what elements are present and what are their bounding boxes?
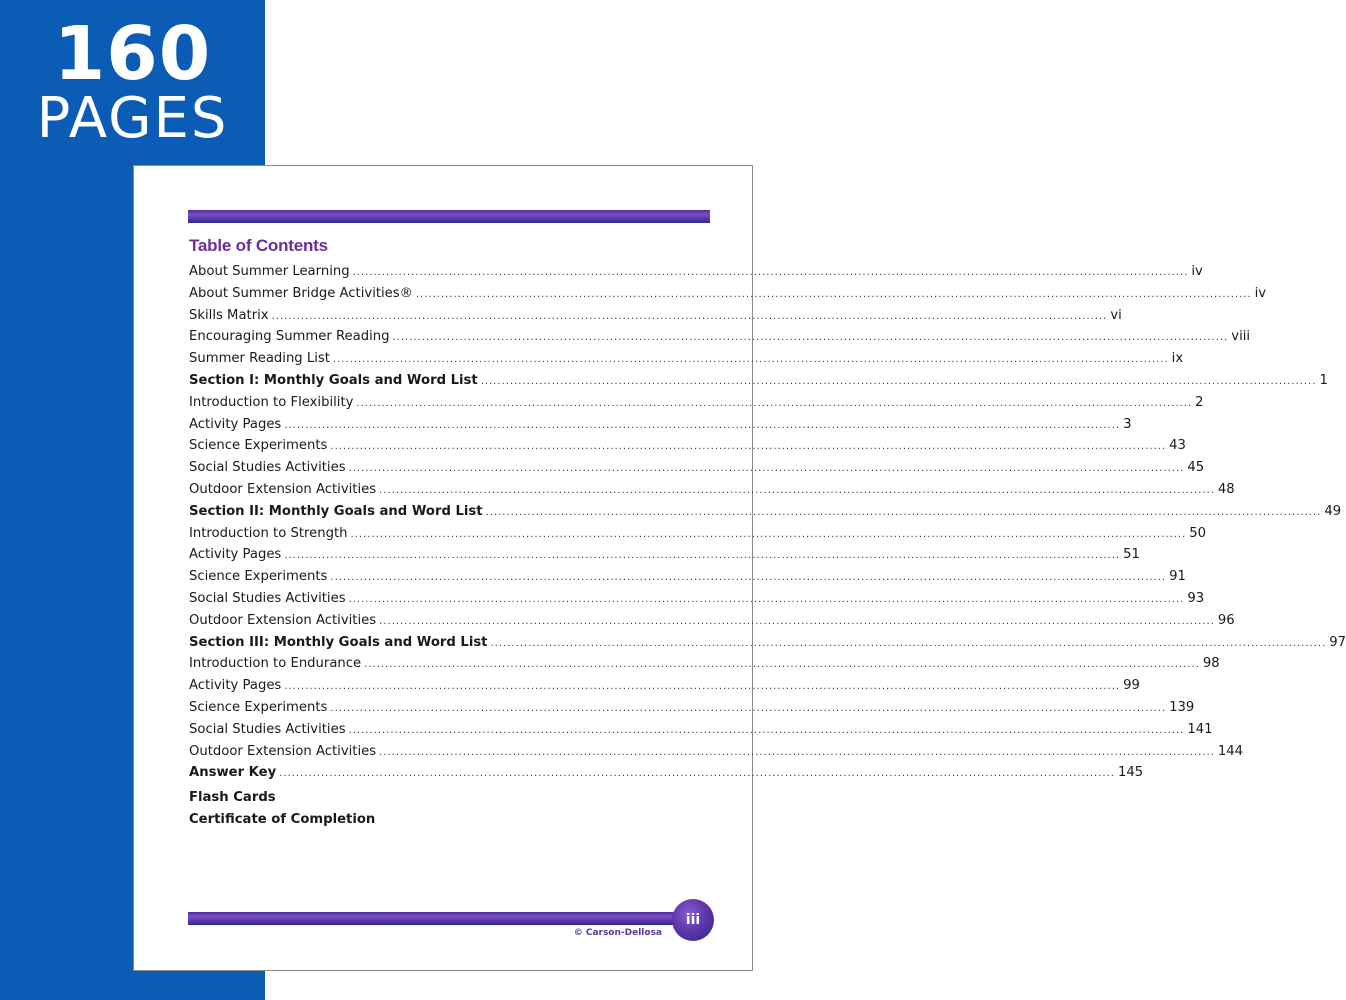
toc-entry-label: Introduction to Strength (189, 525, 348, 541)
copyright-text: © Carson-Dellosa (573, 928, 662, 938)
toc-entry-label: Activity Pages (189, 678, 282, 694)
toc-entry-page: 50 (1189, 525, 1207, 541)
toc-entry-page: 51 (1123, 547, 1140, 563)
toc-entry-label: Section II: Monthly Goals and Word List (189, 503, 483, 519)
toc-entry-label: Activity Pages (189, 416, 282, 432)
dot-leader: ........................................................................................................................................................................................................ (348, 724, 1185, 736)
toc-entry (189, 656, 1220, 678)
toc-entry-page: 48 (1217, 481, 1235, 497)
toc-entry (189, 590, 1205, 613)
dot-leader: ........................................................................................................................................................................................................ (379, 484, 1215, 496)
toc-list (189, 264, 1346, 831)
toc-entry (189, 481, 1235, 504)
dot-leader: ........................................................................................................................................................................................................ (364, 659, 1200, 671)
dot-leader: ........................................................................................................................................................................................................ (284, 550, 1121, 562)
toc-entry-page: 45 (1187, 460, 1205, 476)
toc-entry-page: viii (1231, 329, 1251, 345)
toc-entry-label: Outdoor Extension Activities (189, 743, 377, 759)
toc-extra-item: Flash Cards (189, 790, 276, 806)
toc-entry-label: Section III: Monthly Goals and Word List (189, 634, 488, 650)
book-page (133, 165, 1346, 971)
dot-leader: ........................................................................................................................................................................................................ (379, 615, 1215, 627)
toc-entry (189, 765, 1144, 787)
toc-entry-page: 145 (1117, 765, 1144, 781)
toc-entry-page: iv (1254, 285, 1267, 301)
toc-entry (189, 612, 1235, 635)
toc-entry-page: 139 (1169, 699, 1195, 715)
toc-entry (189, 438, 1186, 460)
toc-entry-page: 1 (1319, 372, 1328, 388)
page-count: 160 (53, 11, 212, 97)
dot-leader: ........................................................................................................................................................................................................ (352, 267, 1189, 278)
footer-bar (188, 912, 688, 925)
toc-entry-page: 93 (1187, 590, 1205, 606)
toc-entry-page: 43 (1169, 438, 1186, 454)
toc-entry-label: Science Experiments (189, 699, 328, 715)
dot-leader: ........................................................................................................................................................................................................ (279, 768, 1115, 780)
toc-entry-page: iv (1191, 264, 1203, 279)
toc-entry-page: 99 (1123, 678, 1140, 694)
toc-entry-label: Encouraging Summer Reading (189, 329, 390, 345)
toc-entry-label: Outdoor Extension Activities (189, 612, 377, 628)
dot-leader: ........................................................................................................................................................................................................ (284, 681, 1121, 693)
toc-entry (189, 372, 1328, 395)
dot-leader: ........................................................................................................................................................................................................ (485, 506, 1322, 518)
toc-entry-page: 2 (1195, 394, 1204, 410)
toc-entry (189, 634, 1346, 657)
toc-entry-label: Skills Matrix (189, 307, 269, 323)
toc-entry (189, 678, 1140, 700)
dot-leader: ........................................................................................................................................................................................................ (348, 463, 1185, 475)
dot-leader: ........................................................................................................................................................................................................ (348, 593, 1185, 605)
dot-leader: ........................................................................................................................................................................................................ (330, 702, 1167, 714)
toc-entry-page: 98 (1202, 656, 1220, 672)
toc-entry-label: Social Studies Activities (189, 721, 346, 737)
dot-leader: ........................................................................................................................................................................................................ (284, 419, 1121, 431)
toc-entry-page: ix (1171, 351, 1184, 367)
toc-entry-label: Activity Pages (189, 547, 282, 563)
toc-entry-label: Summer Reading List (189, 351, 330, 367)
toc-entry-page: 96 (1217, 612, 1235, 628)
toc-entry-label: About Summer Learning (189, 264, 350, 279)
page-number-badge: iii (672, 899, 714, 941)
toc-entry (189, 307, 1122, 330)
toc-entry (189, 264, 1203, 286)
toc-entry-page: 3 (1123, 416, 1132, 432)
toc-entry-page: 144 (1217, 743, 1244, 759)
dot-leader: ........................................................................................................................................................................................................ (330, 572, 1167, 584)
toc-entry-label: Section I: Monthly Goals and Word List (189, 372, 478, 388)
toc-entry (189, 460, 1205, 482)
toc-entry (189, 569, 1186, 591)
toc-entry (189, 351, 1184, 373)
toc-entry (189, 525, 1207, 548)
toc-entry-label: Social Studies Activities (189, 590, 346, 606)
dot-leader: ........................................................................................................................................................................................................ (330, 441, 1167, 453)
toc-entry (189, 329, 1251, 351)
toc-entry-label: Social Studies Activities (189, 460, 346, 476)
toc-entry-page: vi (1110, 307, 1122, 323)
toc-entry-page: 141 (1187, 721, 1213, 737)
toc-entry-page: 97 (1329, 634, 1346, 650)
dot-leader: ........................................................................................................................................................................................................ (271, 310, 1108, 322)
toc-entry (189, 721, 1213, 744)
toc-entry (189, 285, 1267, 308)
toc-entry-label: Introduction to Endurance (189, 656, 362, 672)
dot-leader: ........................................................................................................................................................................................................ (356, 397, 1193, 409)
dot-leader: ........................................................................................................................................................................................................ (480, 375, 1317, 387)
toc-entry (189, 699, 1195, 722)
toc-entry (189, 416, 1132, 439)
dot-leader: ........................................................................................................................................................................................................ (332, 354, 1169, 366)
header-bar (188, 210, 710, 223)
dot-leader: ........................................................................................................................................................................................................ (350, 528, 1187, 540)
toc-entry-label: Answer Key (189, 765, 277, 781)
toc-entry-label: Science Experiments (189, 569, 328, 585)
toc-extra-item: Certificate of Completion (189, 811, 376, 827)
dot-leader: ........................................................................................................................................................................................................ (415, 288, 1252, 300)
toc-entry-label: Introduction to Flexibility (189, 394, 354, 410)
toc-entry-label: About Summer Bridge Activities® (189, 285, 413, 301)
toc-entry-label: Outdoor Extension Activities (189, 481, 377, 497)
toc-entry (189, 743, 1244, 766)
toc-entry (189, 547, 1140, 569)
dot-leader: ........................................................................................................................................................................................................ (379, 746, 1215, 758)
toc-entry-page: 91 (1169, 569, 1186, 585)
toc-entry-page: 49 (1324, 503, 1342, 519)
toc-entry (189, 503, 1342, 526)
toc-entry-label: Science Experiments (189, 438, 328, 454)
dot-leader: ........................................................................................................................................................................................................ (392, 332, 1229, 344)
pages-label: PAGES (36, 86, 229, 151)
toc-title: Table of Contents (189, 236, 328, 255)
toc-entry (189, 394, 1204, 417)
dot-leader: ........................................................................................................................................................................................................ (490, 637, 1327, 649)
